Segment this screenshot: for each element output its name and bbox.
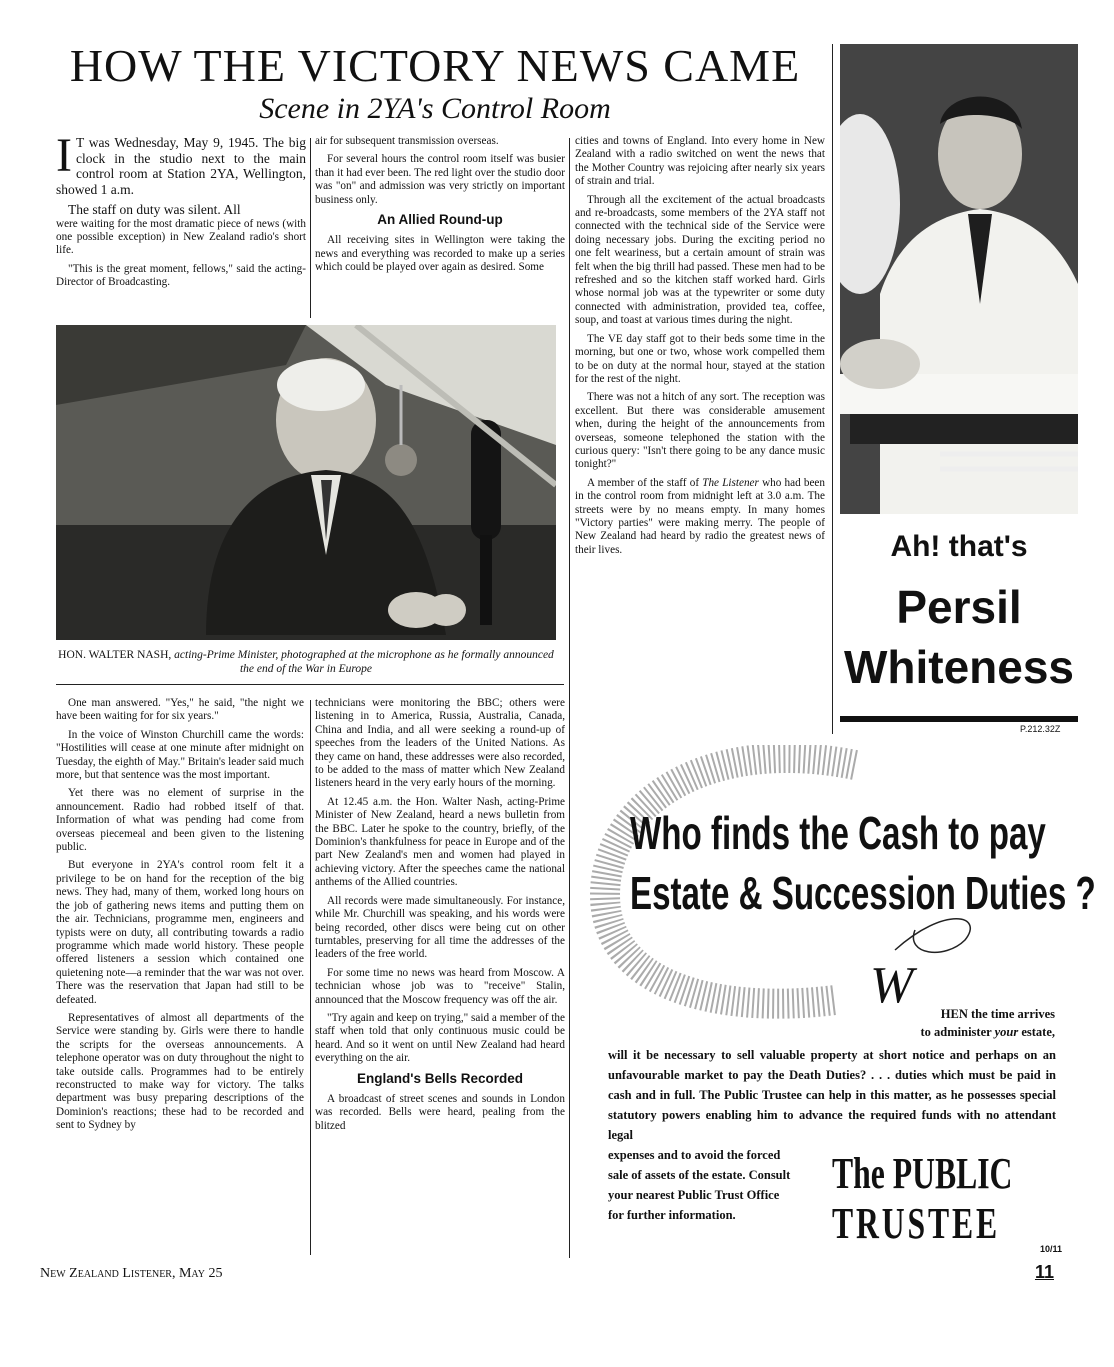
section-heading: England's Bells Recorded [356, 1070, 523, 1086]
paragraph: "This is the great moment, fellows," said the acting-Director of Broadcasting. [56, 262, 306, 289]
trustee-body-2: to administer your estate, [920, 1025, 1055, 1039]
paragraph: "Try again and keep on trying," said a member of the staff when told that only continuous music could be heard. And so it went on until New Zealand had heard everything on the air. [315, 1011, 565, 1065]
walter-nash-photo [56, 325, 556, 640]
paragraph: were waiting for the most dramatic piece of news (with one possible exception) in New Zealand radio's short life. [56, 217, 306, 257]
paragraph: Representatives of almost all departments of the Service were standing by. Girls were there to handle the scripts for the overseas announcements. A telephone operator was on duty throughout the night to take outside calls. Programmes had to be entirely reconstructed to make way for victory. The talks department was busy preparing descriptions of the Dominion's reactions; these had to be recorded and sent to Sydney by [56, 1011, 304, 1132]
paragraph: At 12.45 a.m. the Hon. Walter Nash, acting-Prime Minister of New Zealand, heard a news bulletin from the BBC. Later he spoke to the country, briefly, of the Dominion's thankfulness for peace in Europe and of the part New Zealand's men and women had played in achieving victory. After the speeches came the national anthems of the Allied countries. [315, 795, 565, 889]
trustee-body-4: expenses and to avoid the forced sale of assets of the estate. Consult your nearest Public Trust Office for further information. [608, 1148, 791, 1222]
column-divider [569, 138, 570, 1258]
paragraph: For some time no news was heard from Moscow. A technician whose job was to "receive" Stalin, announced that the Moscow frequency was off the air. [315, 966, 565, 1006]
paragraph: A member of the staff of The Listener who had been in the control room from midnight left at 3.0 a.m. The streets were by no means empty. In many homes "Victory parties" were making merry. The people of New Zealand had heard by radio the greatest news of their lives. [575, 476, 825, 556]
trustee-brand-2: TRUSTEE [832, 1199, 1001, 1248]
top-column-1 [56, 129, 306, 295]
column-divider [310, 138, 311, 318]
article-subheadline: Scene in 2YA's Control Room [259, 92, 611, 125]
top-column-3 [575, 135, 825, 562]
persil-photo [840, 44, 1078, 514]
trustee-headline-2: Estate & Succession Duties ? [630, 867, 1096, 919]
drop-cap: I [56, 129, 72, 182]
persil-line-3: Whiteness [843, 641, 1075, 693]
paragraph: technicians were monitoring the BBC; others were listening in to America, Russia, Australia, Canada, China and India, and all were seeking a round-up of speeches from the leaders of the United Nations. As they came on hand, these addresses were also recorded, to be added to the mass of matter which New Zealand listeners heard in the very early hours of the morning. [315, 697, 565, 790]
lead-paragraph [56, 129, 306, 197]
trustee-code: 10/11 [1040, 1244, 1063, 1254]
photo-illustration [56, 325, 556, 640]
paragraph: There was not a hitch of any sort. The reception was excellent. But there was considerable amusement when, during the height of the announcements from overseas, someone telephoned the station with the curious query: "Isn't there going to be any dance music tonight?" [575, 391, 825, 471]
trustee-body-3: will it be necessary to sell valuable property at short notice and perhaps on an unfavourable market to pay the Death Duties? . . . duties which must be paid in cash and in full. The Public Trustee can help in this matter, as he possesses special statutory powers enabling him to advance the required funds with no attendant legal [608, 1048, 1056, 1142]
section-heading: An Allied Round-up [377, 212, 503, 228]
page-number: 11 [1034, 1262, 1054, 1282]
paragraph: All records were made simultaneously. For instance, while Mr. Churchill was speaking, and his words were being recorded, other discs were being cut on other turntables, preserving for all time the addresses of the leaders of the free world. [315, 894, 565, 961]
paragraph: air for subsequent transmission overseas. [315, 135, 499, 147]
paragraph: In the voice of Winston Churchill came the words: "Hostilities will cease at one minute after midnight on Tuesday, the eighth of May." Britain's leader said much more, but that sentence was the most important. [56, 728, 304, 782]
column-divider [310, 700, 311, 1255]
paragraph: Yet there was no element of surprise in the announcement. Radio had robbed itself of that. Information of what was pending had come from overseas piecemeal and been given to the listening public. [56, 787, 304, 854]
paragraph: The staff on duty was silent. All [68, 202, 241, 217]
paragraph: The VE day staff got to their beds some time in the morning, but one or two, whose work compelled them to be on duty at the normal hour, stayed at the station for the rest of the night. [575, 332, 825, 385]
trustee-dropcap: W [870, 957, 914, 1014]
footer-publication: New Zealand Listener, May 25 [40, 1266, 223, 1281]
trustee-headline-1: Who finds the Cash to pay [630, 807, 1046, 859]
top-column-2 [315, 135, 565, 280]
lower-column-1 [56, 697, 304, 1138]
paragraph: One man answered. "Yes," he said, "the night we have been waiting for for six years." [56, 697, 304, 723]
paragraph: For several hours the control room itself was busier than it had ever been. The red light over the studio door was "on" and admission was very strictly on important business only. [315, 153, 565, 206]
ad-divider [832, 44, 833, 734]
paragraph: cities and towns of England. Into every home in New Zealand with a radio switched on went the news that the Mother Country was rejoicing after nearly six years of strain and trial. [575, 135, 825, 188]
photo-caption: HON. WALTER NASH, acting-Prime Minister, photographed at the microphone as he formally announced the end of the War in Europe [58, 649, 554, 675]
persil-brand: Persil [896, 581, 1022, 633]
persil-illustration [840, 44, 1078, 514]
paragraph: Through all the excitement of the actual broadcasts and re-broadcasts, some members of the 2YA staff not connected with the technical side of the Service were doing necessary jobs. During the exciting period no one felt weariness, but a certain amount of strain was felt when the big thrill had passed. These men had to be refreshed and so the kitchen staff worked hard. Girls whose normal job was at the typewriter or some duty connected with administration, provided tea, coffee, soup, and toast at various times during the night. [575, 193, 825, 327]
paragraph: But everyone in 2YA's control room felt it a privilege to be on hand for the reception of the big news. They had, many of them, worked long hours on the job of gathering news items and putting them on the air. Technicians, programme men, engineers and typists were on duty, all contributing towards a radio programme which made world history. These people offered listeners a session which contained one quietening note—a reminder that the war was not over. There was the reservation that Japan had still to be defeated. [56, 859, 304, 1006]
article-headline: HOW THE VICTORY NEWS CAME [69, 40, 801, 91]
paragraph: A broadcast of street scenes and sounds in London was recorded. Bells were heard, pealing from the blitzed [315, 1092, 565, 1132]
lower-column-2 [315, 697, 565, 1138]
paragraph: All receiving sites in Wellington were taking the news and everything was recorded to make up a series which could be played over again as desired. Some [315, 234, 565, 274]
rule [56, 684, 564, 685]
lead-text: T was Wednesday, May 9, 1945. The big clock in the studio next to the main control room at Station 2YA, Wellington, showed 1 a.m. [56, 135, 306, 197]
trustee-body-1: HEN the time arrives [940, 1007, 1055, 1021]
persil-bar [840, 716, 1078, 722]
trustee-brand-1: The PUBLIC [832, 1149, 1013, 1198]
persil-code: P.212.32Z [1020, 724, 1061, 734]
persil-line-1: Ah! that's [890, 530, 1028, 563]
